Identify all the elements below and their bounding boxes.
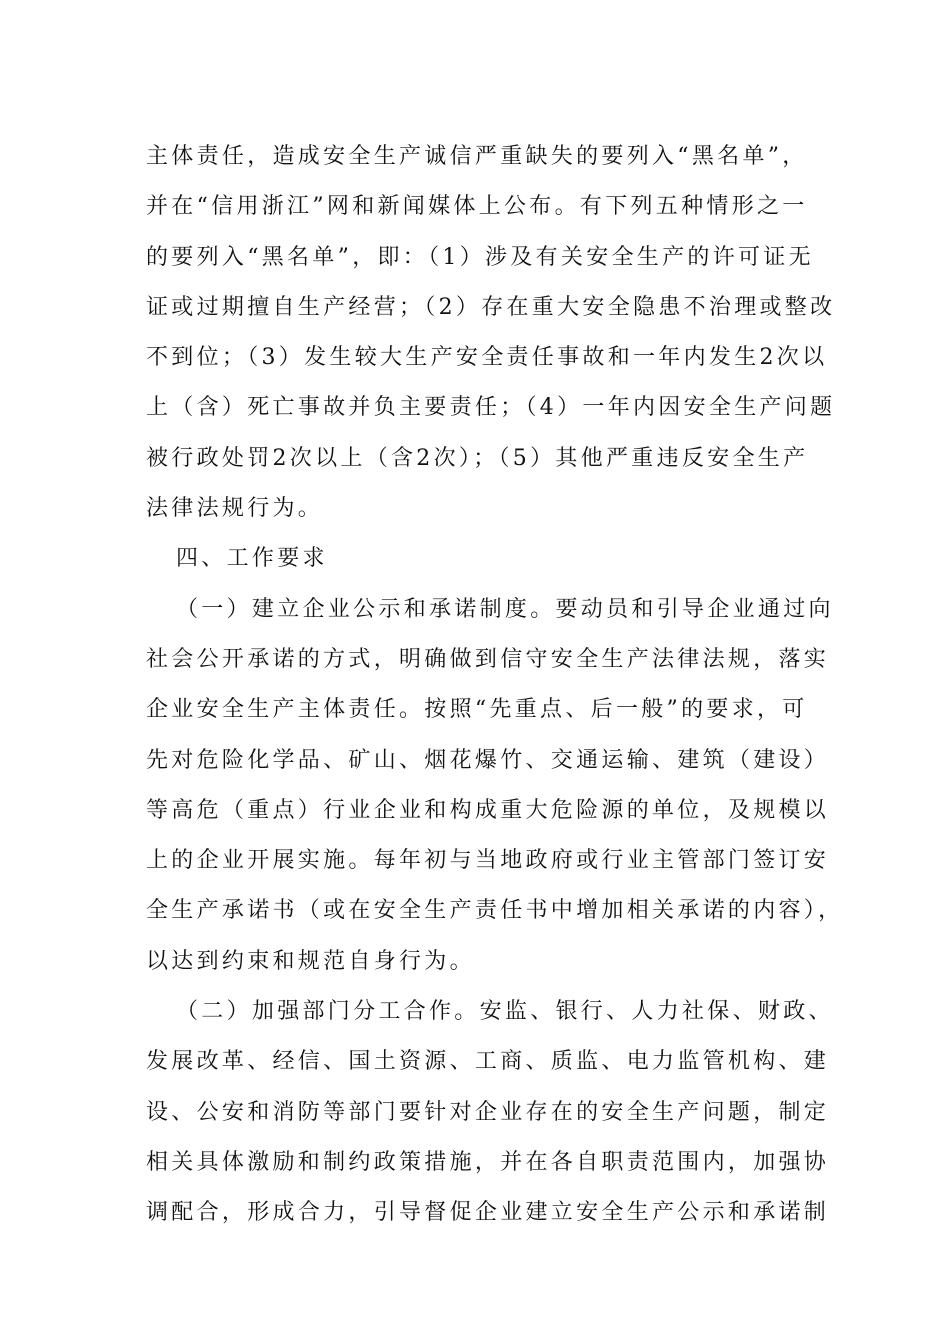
body-line: 主体责任，造成安全生产诚信严重缺失的要列入“黑名单”，: [146, 144, 808, 169]
subsection-heading-line: （二）加强部门分工合作。安监、银行、人力社保、财政、: [176, 999, 834, 1025]
body-line: 企业安全生产主体责任。按照“先重点、后一般”的要求，可: [146, 697, 808, 723]
body-line: 上（含）死亡事故并负主要责任；（4）一年内因安全生产问题: [146, 395, 836, 421]
body-line: 证或过期擅自生产经营；（2）存在重大安全隐患不治理或整改: [146, 294, 836, 320]
body-line: 设、公安和消防等部门要针对企业存在的安全生产问题，制定: [146, 1099, 830, 1125]
body-line: 社会公开承诺的方式，明确做到信守安全生产法律法规，落实: [146, 646, 830, 672]
body-line: 相关具体激励和制约政策措施，并在各自职责范围内，加强协: [146, 1149, 830, 1175]
section-heading: 四、工作要求: [176, 546, 328, 572]
body-line: 调配合，形成合力，引导督促企业建立安全生产公示和承诺制: [146, 1200, 830, 1226]
body-line: 以达到约束和规范自身行为。: [146, 948, 475, 974]
body-line: 并在“信用浙江”网和新闻媒体上公布。有下列五种情形之一: [146, 194, 808, 220]
subsection-heading-line: （一）建立企业公示和承诺制度。要动员和引导企业通过向: [176, 596, 834, 622]
body-line: 被行政处罚2次以上（含2次）；（5）其他严重违反安全生产: [146, 445, 809, 471]
body-line: 先对危险化学品、矿山、烟花爆竹、交通运输、建筑（建设）: [146, 747, 830, 773]
document-body: [146, 132, 844, 1239]
body-line: 不到位；（3）发生较大生产安全责任事故和一年内发生2次以: [146, 345, 828, 371]
body-line: 的要列入“黑名单”，即：（1）涉及有关安全生产的许可证无: [146, 244, 814, 270]
body-line: 发展改革、经信、国土资源、工商、质监、电力监管机构、建: [146, 1049, 830, 1075]
body-line: 等高危（重点）行业企业和构成重大危险源的单位，及规模以: [146, 797, 830, 823]
body-line: 上的企业开展实施。每年初与当地政府或行业主管部门签订安: [146, 848, 830, 874]
body-line: 全生产承诺书（或在安全生产责任书中增加相关承诺的内容），: [146, 898, 844, 924]
body-line: 法律法规行为。: [146, 496, 324, 522]
